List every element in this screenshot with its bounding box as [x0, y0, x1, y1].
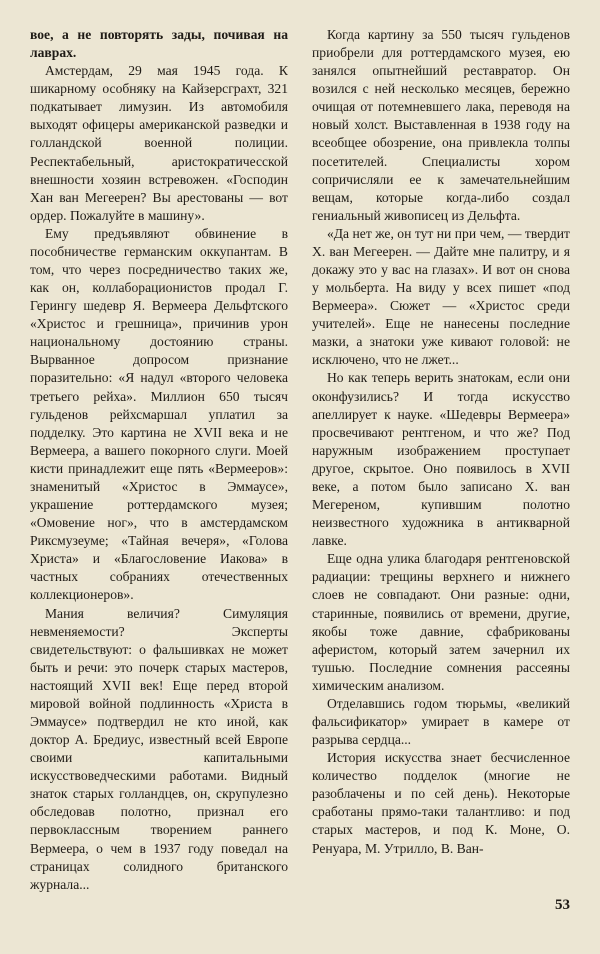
- paragraph: Мания величия? Симуляция невменяемости? Эксперты свидетельствуют: о фальшивках не может быть и речи: это почерк старых мастеров, настоящий XVII век! Еще перед второй мировой войной подлинность «Христа в Эммаусе» подтвердил не кто иной, как доктор А. Бредиус, известный всей Европе своими капитальными искусствоведческими работами. Видный знаток старых голландцев, он, скрупулезно обследовав полотно, признал его первоклассным творением раннего Вермеера, о чем в 1937 году поведал на страницах солидного британского журнала...: [30, 605, 288, 892]
- paragraph: Отделавшись годом тюрьмы, «великий фальсификатор» умирает в камере от разрыва сердца...: [312, 695, 570, 748]
- right-column: [312, 26, 570, 926]
- paragraph: Амстердам, 29 мая 1945 года. К шикарному особняку на Кайзерсграхт, 321 подкатывает лимузин. Из автомобиля выходят офицеры американской разведки и голландской военной полиции. Респектабельный, аристократичесской внешности хозяин встревожен. «Господин Хан ван Мегеерен? Вы арестованы — вот ордер. Пожалуйте в машину».: [30, 63, 288, 223]
- magazine-page: [30, 26, 570, 926]
- paragraph: Ему предъявляют обвинение в пособничестве германским оккупантам. В том, что через посредничество таких же, как он, коллаборационистов продал Г. Герингу шедевр Я. Вермеера Дельфтского «Христос и грешница», причинив урон национальному достоянию страны. Вырванное допросом признание поразительно: «Я надул «второго человека третьего рейха». Миллион 650 тысяч гульденов рейхсмаршал уплатил за подделку. Это картина не XVII века и не Вермеера, а вашего покорного слуги. Моей кисти принадлежит еще пять «Вермееров»: знаменитый «Христос в Эммаусе», украшение роттердамского музея; «Омовение ног», что в амстердамском Риксмузеуме; «Тайная вечеря», «Голова Христа» и «Благословение Иакова» в частных собраниях отечественных коллекционеров».: [30, 225, 288, 603]
- left-column: [30, 26, 288, 926]
- paragraph: Когда картину за 550 тысяч гульденов приобрели для роттердамского музея, ею занялся опытнейший реставратор. Он возился с ней несколько месяцев, бережно очищая от потемневшего лака, переводя на новый холст. Выставленная в 1938 году на всеобщее обозрение, она привлекла толпы посетителей. Специалисты хором сопричисляли ее к замечательнейшим вещам, которые когда-либо создал гениальный живописец из Дельфта.: [312, 27, 570, 223]
- paragraph: История искусства знает бесчисленное количество подделок (многие не разоблачены и по сей день). Некоторые сработаны прямо-таки талантливо: и под старых мастеров, и под К. Моне, О. Ренуара, М. Утрилло, В. Ван-: [312, 750, 570, 856]
- page-number: 53: [555, 897, 570, 913]
- paragraph: «Да нет же, он тут ни при чем, — твердит Х. ван Мегеерен. — Дайте мне палитру, и я докажу это у вас на глазах». И вот он снова у мольберта. На виду у всех пишет «под Вермеера». Сюжет — «Христос среди учителей». Еще не нанесены последние мазки, а знатоки уже кивают головой: не исключено, что не лжет...: [312, 225, 570, 368]
- paragraph: вое, а не повторять зады, почивая на лаврах.: [30, 27, 288, 61]
- paragraph: Но как теперь верить знатокам, если они оконфузились? И тогда искусство апеллирует к науке. «Шедевры Вермеера» просвечивают рентгеном, и что же? Под наружным изображением проступает другое, скрытое. Оно появилось в XVII веке, а потом было записано Х. ван Мегереном, купившим полотно неизвестного художника в антикварной лавке.: [312, 370, 570, 549]
- paragraph: Еще одна улика благодаря рентгеновской радиации: трещины верхнего и нижнего слоев не совпадают. Они разные: одни, старинные, появились от времени, другие, якобы тоже давние, сфабрикованы аферистом, который затем зачернил их тушью. Последние сомнения рассеяны химическим анализом.: [312, 551, 570, 693]
